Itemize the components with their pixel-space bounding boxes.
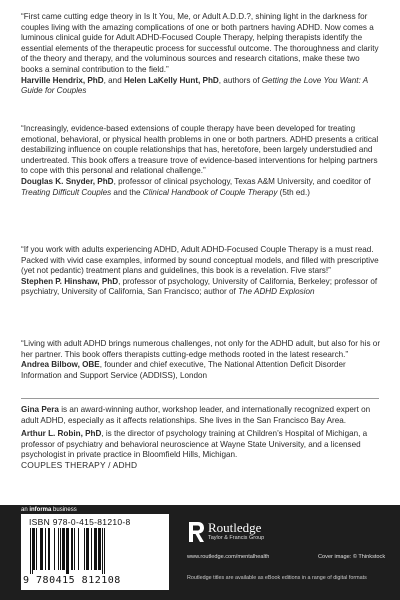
informa-prefix: an bbox=[21, 507, 30, 513]
publisher-name: Routledge bbox=[208, 520, 262, 535]
author-name: Stephen P. Hinshaw, PhD bbox=[21, 276, 119, 286]
author-role: , authors of bbox=[218, 75, 262, 85]
bio-text: , is the director of psychology training at Children’s Hospital of Michigan, a professor of psychiatry and behavioral neuroscience at Wayne State University, and a licensed psychologist in private practice in Bloomfield Hills, Michigan. bbox=[21, 429, 368, 460]
routledge-logo-icon bbox=[187, 521, 205, 543]
endorsement-hinshaw bbox=[21, 245, 383, 298]
barcode-digits: 9 780415 812108 bbox=[23, 575, 121, 586]
quote-attribution bbox=[21, 360, 383, 381]
attribution-connector: , and bbox=[103, 75, 124, 85]
book-title: Treating Difficult Couples bbox=[21, 187, 112, 197]
book-title: Getting the Love You Want: A Guide for Couples bbox=[21, 75, 368, 96]
quote-attribution bbox=[21, 76, 383, 97]
author-bio-robin bbox=[21, 429, 383, 461]
bio-name: Gina Pera bbox=[21, 405, 59, 414]
ebook-note: Routledge titles are available as eBook editions in a range of digital formats bbox=[187, 575, 367, 581]
author-bio-pera bbox=[21, 405, 383, 426]
author-role: , founder and chief executive, The National Attention Deficit Disorder Information and Support Service (ADDISS), London bbox=[21, 360, 346, 380]
attribution-connector: and the bbox=[111, 187, 143, 197]
subject-category: COUPLES THERAPY / ADHD bbox=[21, 460, 138, 470]
author-role: , professor of psychology, University of California, Berkeley; professor of psychiatry, University of California, San Francisco; author of bbox=[21, 276, 378, 297]
endorsement-bilbow bbox=[21, 339, 383, 381]
informa-tagline bbox=[21, 507, 77, 513]
publisher-url[interactable]: www.routledge.com/mentalhealth bbox=[187, 554, 270, 560]
barcode-icon bbox=[27, 528, 163, 574]
quote-text: “Living with adult ADHD brings numerous challenges, not only for the ADHD adult, but also for his or her partner. This book offers therapists cutting-edge methods rooted in the latest research.” bbox=[21, 339, 381, 359]
isbn-number: ISBN 978-0-415-81210-8 bbox=[29, 517, 131, 527]
quote-text: “Increasingly, evidence-based extensions of couple therapy have been developed for treating emotional, behavioral, or physical health problems in one or both partners. ADHD presents a critical destabilizing influence on couple relationships that has, heretofore, been largely understudied and undertreated. This book offers a treasure trove of evidence-based interventions for helping partners to cope with this personal and relational challenge.” bbox=[21, 124, 379, 176]
cover-image-credit: Cover image: © Thinkstock bbox=[318, 554, 386, 560]
endorsement-snyder bbox=[21, 124, 383, 198]
author-name: Douglas K. Snyder, PhD bbox=[21, 176, 114, 186]
book-title: The ADHD Explosion bbox=[238, 287, 315, 297]
quote-text: “First came cutting edge theory in Is It You, Me, or Adult A.D.D.?, shining light in the darkness for couples living with the amazing complications of one or both partners having ADHD. Now comes a luminous clinical guide for Adult ADHD-Focused Couple Therapy, helping therapists identify the essential elements of the therapeutic process for successful outcome. The thoroughness and clarity of the theory and therapy, and the voluminous sources and research citations, make these two books a seminal contribution to the field.” bbox=[21, 12, 379, 74]
endorsement-hendrix-hunt bbox=[21, 12, 383, 97]
bio-name: Arthur L. Robin, PhD bbox=[21, 429, 102, 438]
author-name: Harville Hendrix, PhD bbox=[21, 75, 104, 85]
edition-note: (5th ed.) bbox=[277, 187, 310, 197]
book-title: Clinical Handbook of Couple Therapy bbox=[142, 187, 278, 197]
quote-text: “If you work with adults experiencing ADHD, Adult ADHD-Focused Couple Therapy is a must read. Packed with vivid case examples, informed by sound conceptual models, and filled with prescriptive (yet not pedantic) treatment plans and guidelines, this book is a revelation. Five stars!” bbox=[21, 245, 379, 276]
author-role: , professor of clinical psychology, Texas A&M University, and coeditor of bbox=[113, 176, 371, 186]
author-name: Helen LaKelly Hunt, PhD bbox=[123, 75, 219, 85]
publisher-group: Taylor & Francis Group bbox=[208, 535, 265, 541]
bio-text: is an award-winning author, workshop leader, and internationally recognized expert on adult ADHD, especially as it affects relationships. She lives in the San Francisco Bay Area. bbox=[21, 405, 371, 425]
isbn-barcode bbox=[21, 514, 169, 590]
divider bbox=[21, 398, 379, 399]
author-name: Andrea Bilbow, OBE bbox=[21, 360, 100, 370]
quote-attribution bbox=[21, 277, 383, 298]
informa-brand: informa bbox=[29, 507, 52, 513]
quote-attribution bbox=[21, 177, 383, 198]
informa-suffix: business bbox=[51, 507, 77, 513]
